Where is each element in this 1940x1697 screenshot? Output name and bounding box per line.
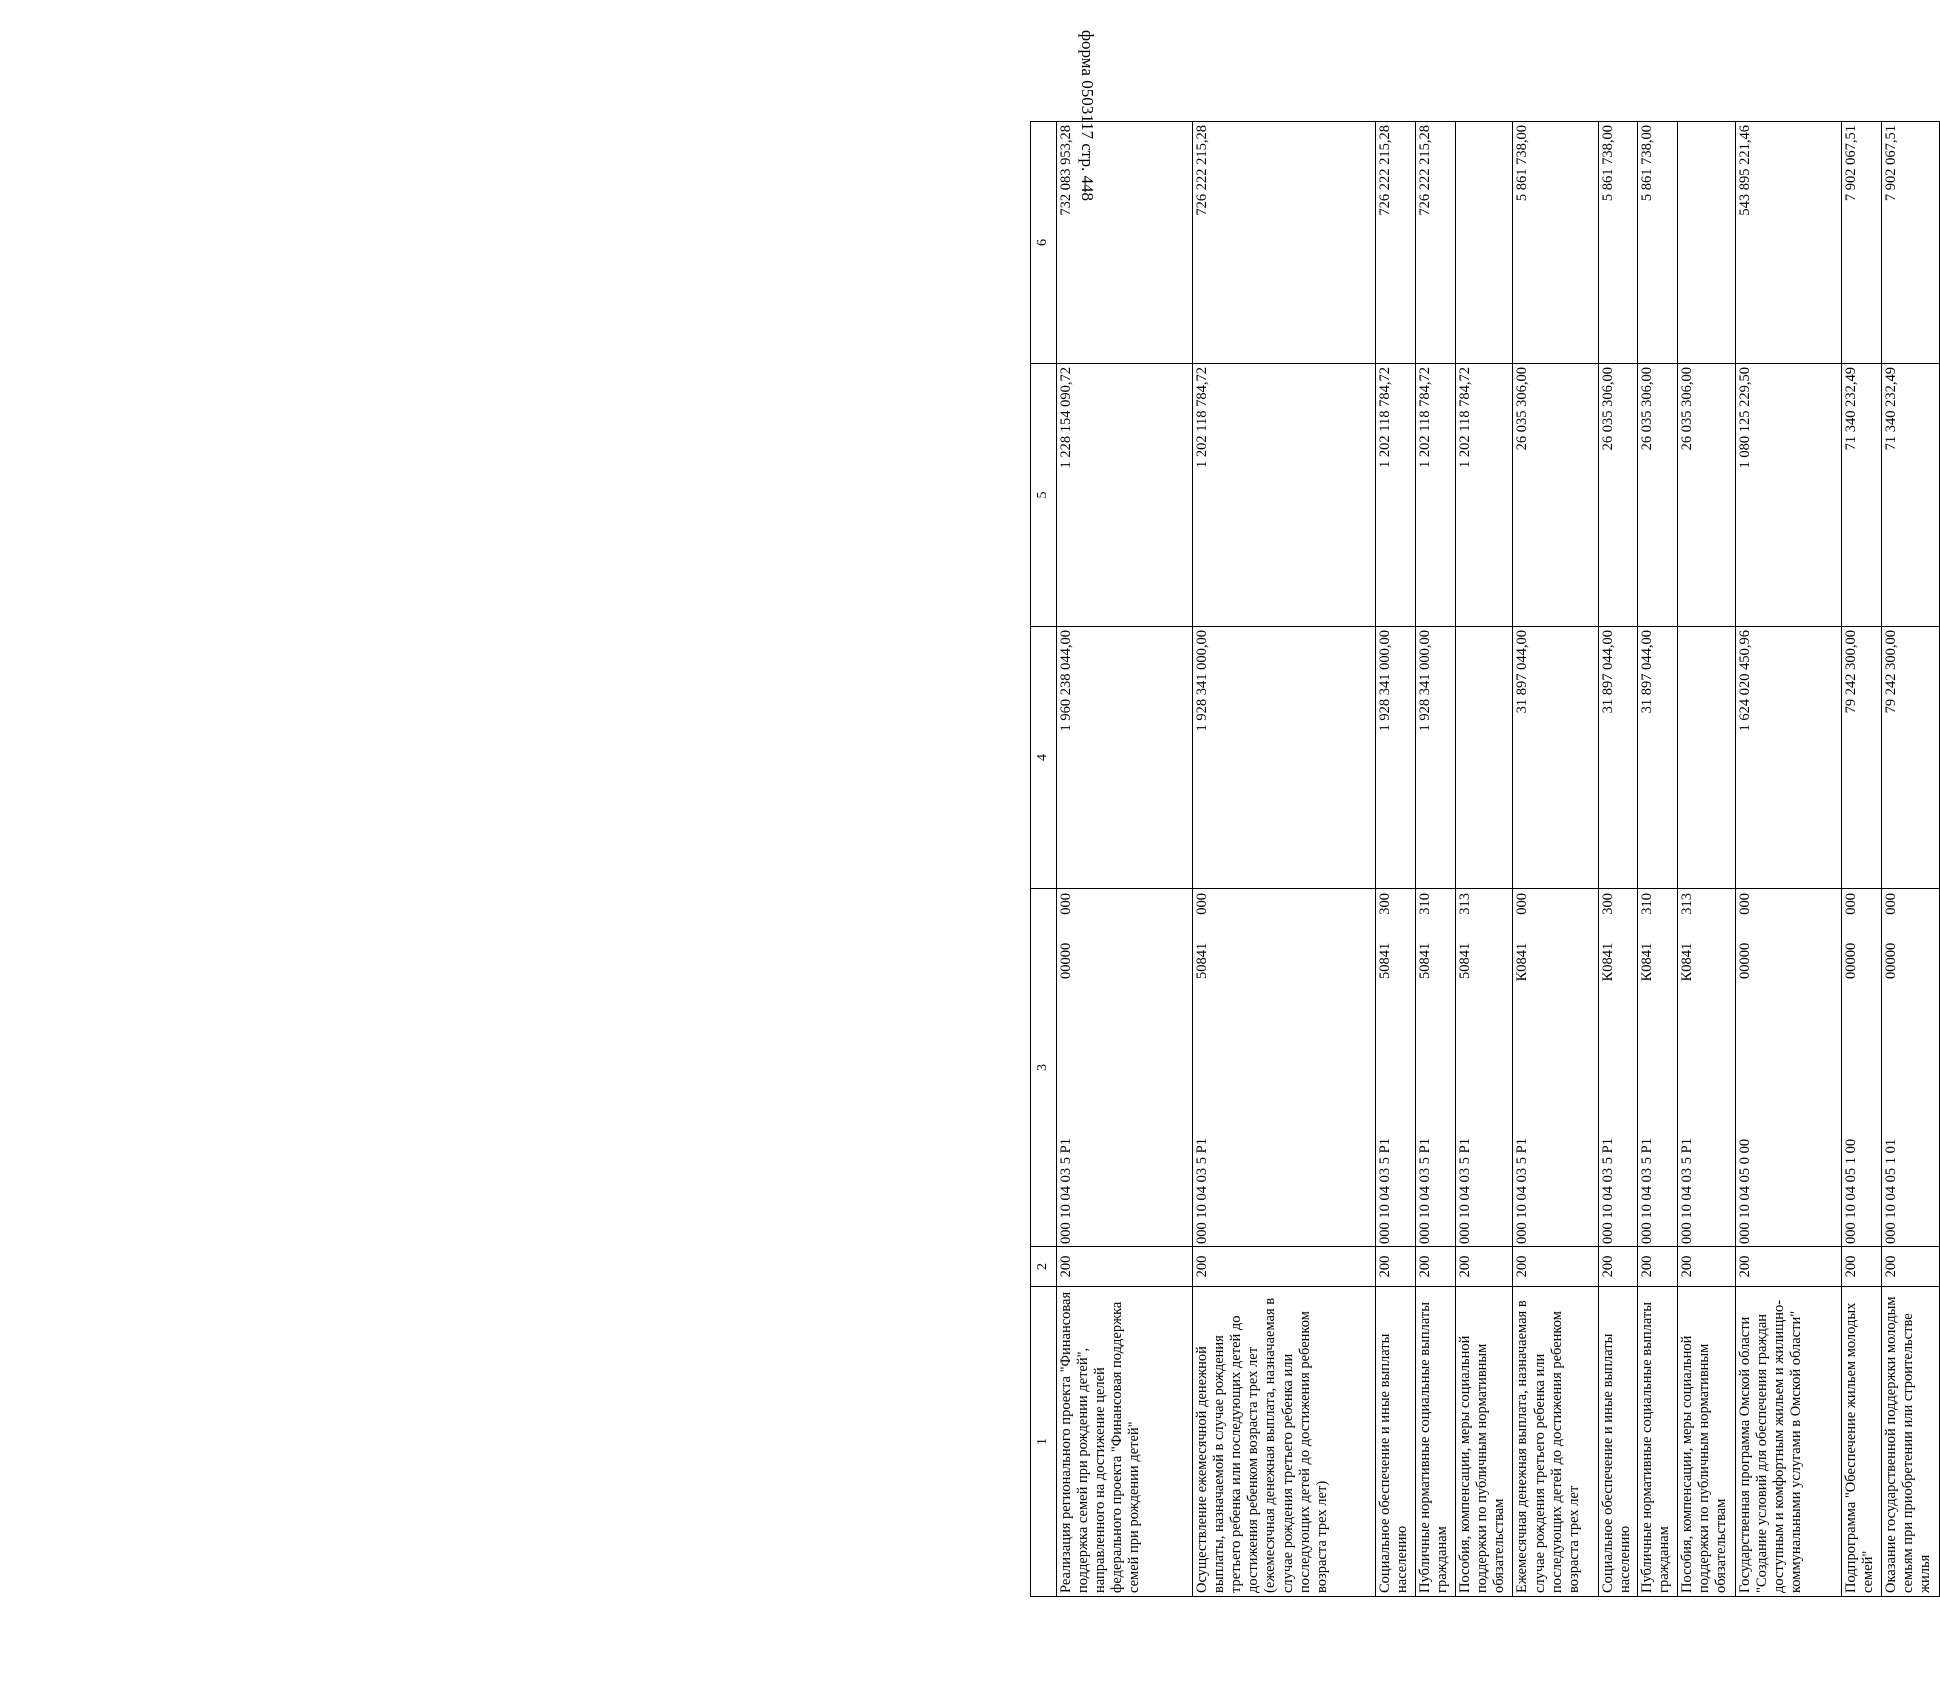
row-classification-code (1056, 889, 1192, 1247)
row-unexecuted-amount (1677, 122, 1735, 364)
row-classification-code (1598, 889, 1638, 1247)
row-approved-amount: 1 928 341 000,00 (1192, 627, 1375, 889)
row-line-code: 200 (1882, 1247, 1940, 1287)
table-row (1513, 122, 1598, 1597)
column-header: 5 (1031, 364, 1057, 627)
row-line-code: 200 (1455, 1247, 1513, 1287)
code-target-item: 50841 (1456, 942, 1473, 979)
row-approved-amount: 31 897 044,00 (1638, 627, 1678, 889)
table-row (1842, 122, 1882, 1597)
row-classification-code (1192, 889, 1375, 1247)
row-classification-code (1415, 889, 1455, 1247)
code-expense-type: 000 (1843, 893, 1860, 915)
row-line-code: 200 (1735, 1247, 1842, 1287)
table-row (1882, 122, 1940, 1597)
row-executed-amount: 1 202 118 784,72 (1455, 364, 1513, 627)
row-approved-amount: 1 928 341 000,00 (1415, 627, 1455, 889)
row-classification-code (1677, 889, 1735, 1247)
code-expense-type: 310 (1416, 893, 1433, 915)
code-expense-type: 300 (1599, 893, 1616, 915)
code-expense-type: 000 (1514, 893, 1531, 915)
row-line-code: 200 (1677, 1247, 1735, 1287)
code-head: 000 10 04 03 5 P1 (1514, 1138, 1531, 1244)
row-unexecuted-amount: 726 222 215,28 (1192, 122, 1375, 364)
row-name: Публичные нормативные социальные выплаты гражданам (1638, 1287, 1678, 1597)
row-classification-code (1882, 889, 1940, 1247)
code-target-item: 00000 (1883, 942, 1900, 979)
row-name: Подпрограмма "Обеспечение жильем молодых семей" (1842, 1287, 1882, 1597)
row-executed-amount: 1 202 118 784,72 (1415, 364, 1455, 627)
code-target-item: К0841 (1639, 942, 1656, 982)
row-name: Осуществление ежемесячной денежной выплаты, назначаемой в случае рождения третьего ребенка или последующих детей до достижения ребенком возраста трех лет (ежемесячная денежная выплата, назначаемая в случае рождения третьего ребенка или последующих детей до достижения ребенком возраста трех лет) (1192, 1287, 1375, 1597)
column-header: 4 (1031, 627, 1057, 889)
code-target-item: К0841 (1599, 942, 1616, 982)
row-line-code: 200 (1376, 1247, 1416, 1287)
row-approved-amount: 1 928 341 000,00 (1376, 627, 1416, 889)
code-target-item: 00000 (1843, 942, 1860, 979)
row-classification-code (1455, 889, 1513, 1247)
code-target-item: 50841 (1193, 942, 1210, 979)
row-line-code: 200 (1638, 1247, 1678, 1287)
code-target-item: К0841 (1514, 942, 1531, 982)
row-name: Публичные нормативные социальные выплаты гражданам (1415, 1287, 1455, 1597)
code-head: 000 10 04 05 1 00 (1843, 1138, 1860, 1244)
code-head: 000 10 04 05 1 01 (1883, 1138, 1900, 1244)
row-approved-amount: 31 897 044,00 (1598, 627, 1638, 889)
code-expense-type: 313 (1678, 893, 1695, 915)
row-classification-code (1842, 889, 1882, 1247)
code-head: 000 10 04 03 5 P1 (1193, 1138, 1210, 1244)
column-header: 3 (1031, 889, 1057, 1247)
row-name: Реализация регионального проекта "Финансовая поддержка семей при рождении детей", направленного на достижение целей федерального проекта "Финансовая поддержка семей при рождении детей" (1056, 1287, 1192, 1597)
row-unexecuted-amount: 726 222 215,28 (1415, 122, 1455, 364)
code-head: 000 10 04 03 5 P1 (1599, 1138, 1616, 1244)
code-expense-type: 000 (1057, 893, 1074, 915)
row-name: Государственная программа Омской области "Создание условий для обеспечения граждан доступным и комфортным жильем и жилищно-коммунальными услугами в Омской области" (1735, 1287, 1842, 1597)
code-head: 000 10 04 03 5 P1 (1678, 1138, 1695, 1244)
code-target-item: К0841 (1678, 942, 1695, 982)
column-header: 2 (1031, 1247, 1057, 1287)
row-line-code: 200 (1415, 1247, 1455, 1287)
row-executed-amount: 26 035 306,00 (1598, 364, 1638, 627)
row-unexecuted-amount: 543 895 221,46 (1735, 122, 1842, 364)
row-classification-code (1376, 889, 1416, 1247)
code-head: 000 10 04 03 5 P1 (1416, 1138, 1433, 1244)
table-row (1677, 122, 1735, 1597)
row-approved-amount: 31 897 044,00 (1513, 627, 1598, 889)
code-head: 000 10 04 03 5 P1 (1639, 1138, 1656, 1244)
code-target-item: 00000 (1057, 942, 1074, 979)
code-expense-type: 313 (1456, 893, 1473, 915)
row-name: Ежемесячная денежная выплата, назначаемая в случае рождения третьего ребенка или последующих детей до достижения ребенком возраста трех лет (1513, 1287, 1598, 1597)
row-unexecuted-amount: 7 902 067,51 (1842, 122, 1882, 364)
table-row (1735, 122, 1842, 1597)
code-head: 000 10 04 03 5 P1 (1057, 1138, 1074, 1244)
code-target-item: 50841 (1377, 942, 1394, 979)
row-name: Оказание государственной поддержки молодым семьям при приобретении или строительстве жилья (1882, 1287, 1940, 1597)
budget-table (1030, 121, 1940, 1597)
code-target-item: 00000 (1736, 942, 1753, 979)
row-unexecuted-amount: 732 083 953,28 (1056, 122, 1192, 364)
row-unexecuted-amount: 5 861 738,00 (1598, 122, 1638, 364)
table-row (1455, 122, 1513, 1597)
column-header: 6 (1031, 122, 1057, 364)
row-line-code: 200 (1513, 1247, 1598, 1287)
row-unexecuted-amount: 726 222 215,28 (1376, 122, 1416, 364)
row-name: Социальное обеспечение и иные выплаты населению (1598, 1287, 1638, 1597)
row-executed-amount: 26 035 306,00 (1638, 364, 1678, 627)
row-approved-amount (1455, 627, 1513, 889)
row-unexecuted-amount: 5 861 738,00 (1513, 122, 1598, 364)
row-approved-amount: 79 242 300,00 (1842, 627, 1882, 889)
code-head: 000 10 04 03 5 P1 (1456, 1138, 1473, 1244)
row-name: Пособия, компенсации, меры социальной поддержки по публичным нормативным обязательствам (1455, 1287, 1513, 1597)
code-expense-type: 000 (1736, 893, 1753, 915)
row-executed-amount: 26 035 306,00 (1677, 364, 1735, 627)
row-unexecuted-amount (1455, 122, 1513, 364)
row-approved-amount: 1 624 020 450,96 (1735, 627, 1842, 889)
row-line-code: 200 (1842, 1247, 1882, 1287)
row-classification-code (1513, 889, 1598, 1247)
row-line-code: 200 (1192, 1247, 1375, 1287)
code-head: 000 10 04 03 5 P1 (1377, 1138, 1394, 1244)
table-row (1638, 122, 1678, 1597)
row-name: Пособия, компенсации, меры социальной поддержки по публичным нормативным обязательствам (1677, 1287, 1735, 1597)
code-expense-type: 310 (1639, 893, 1656, 915)
row-unexecuted-amount: 7 902 067,51 (1882, 122, 1940, 364)
code-target-item: 50841 (1416, 942, 1433, 979)
table-row (1056, 122, 1192, 1597)
row-executed-amount: 1 202 118 784,72 (1192, 364, 1375, 627)
row-executed-amount: 26 035 306,00 (1513, 364, 1598, 627)
table-body (1031, 122, 1940, 1597)
table-row (1376, 122, 1416, 1597)
row-executed-amount: 1 202 118 784,72 (1376, 364, 1416, 627)
row-line-code: 200 (1598, 1247, 1638, 1287)
code-expense-type: 000 (1193, 893, 1210, 915)
table-row (1415, 122, 1455, 1597)
table-row (1192, 122, 1375, 1597)
row-executed-amount: 1 080 125 229,50 (1735, 364, 1842, 627)
row-approved-amount (1677, 627, 1735, 889)
code-expense-type: 000 (1883, 893, 1900, 915)
row-name: Социальное обеспечение и иные выплаты населению (1376, 1287, 1416, 1597)
code-expense-type: 300 (1377, 893, 1394, 915)
table-container (1030, 122, 1940, 1597)
row-approved-amount: 79 242 300,00 (1882, 627, 1940, 889)
row-classification-code (1638, 889, 1678, 1247)
row-line-code: 200 (1056, 1247, 1192, 1287)
row-executed-amount: 71 340 232,49 (1882, 364, 1940, 627)
row-executed-amount: 1 228 154 090,72 (1056, 364, 1192, 627)
row-classification-code (1735, 889, 1842, 1247)
form-label: форма 0503117 стр. 448 (1078, 30, 1097, 201)
row-executed-amount: 71 340 232,49 (1842, 364, 1882, 627)
row-approved-amount: 1 960 238 044,00 (1056, 627, 1192, 889)
row-unexecuted-amount: 5 861 738,00 (1638, 122, 1678, 364)
column-number-row (1031, 122, 1057, 1597)
column-header: 1 (1031, 1287, 1057, 1597)
table-row (1598, 122, 1638, 1597)
code-head: 000 10 04 05 0 00 (1736, 1138, 1753, 1244)
